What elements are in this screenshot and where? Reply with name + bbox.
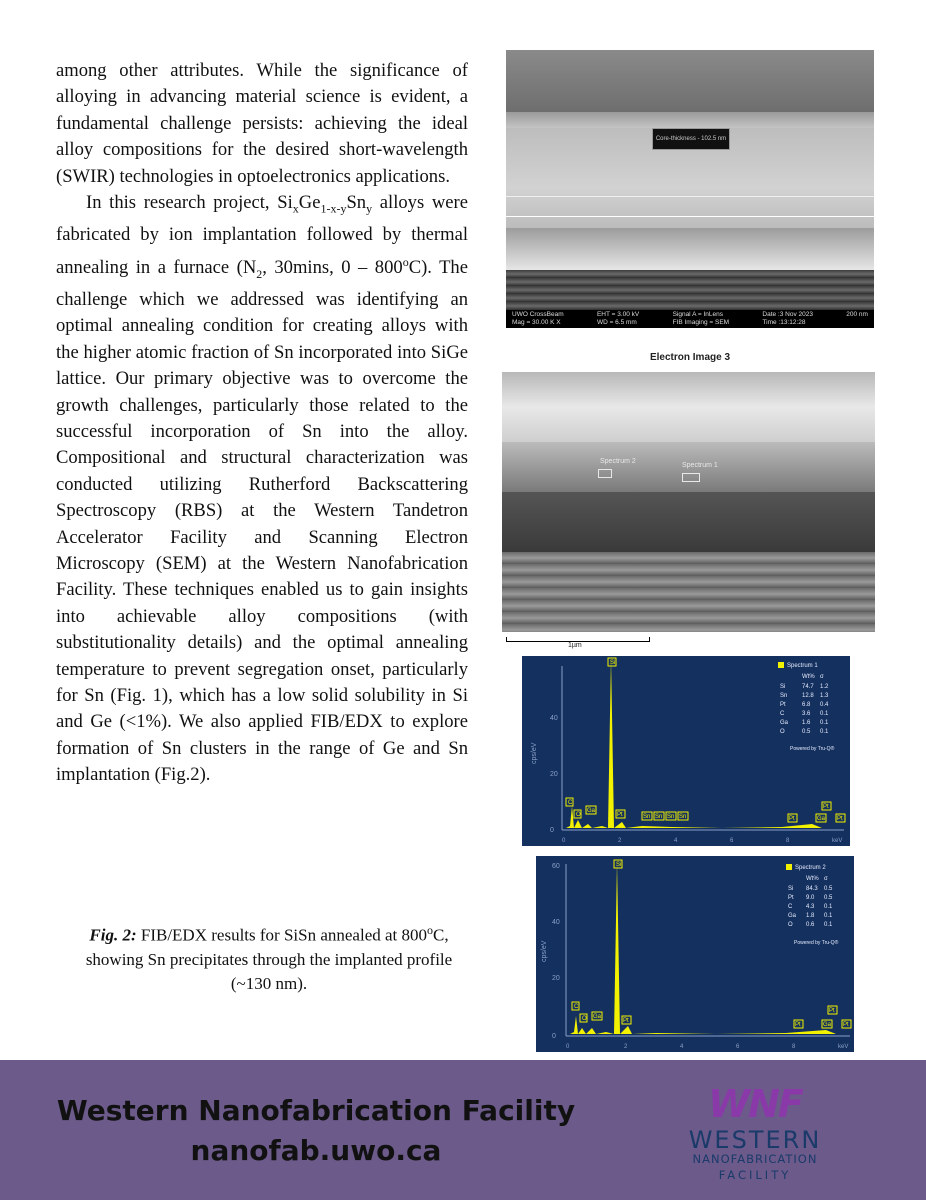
p2-text-a: In this research project, Si — [86, 192, 293, 214]
x-tick-4: 4 — [674, 838, 678, 844]
peak-pt-2: Pt — [789, 816, 795, 822]
peak-ga-2: Ga — [817, 816, 826, 822]
svg-text:Si: Si — [788, 886, 794, 892]
peak-sn-1: Sn — [643, 814, 651, 820]
peak-o: O — [576, 812, 581, 818]
logo-nanofabrication: NANOFABRICATION — [692, 1152, 818, 1166]
peak-ga-2: Ga — [823, 1022, 832, 1028]
p2-text-f: C). The challenge which we addressed was identifying an optimal annealing condition for creating alloys with the higher atomic fraction of Sn incorporated into SiGe lattice. Our primary objective was to overcome the growth challenges, particularly those related to the successful incorporation of Sn into the alloy. Compositional and structural characterization was conducted utilizing Rutherford Backscattering Spectroscopy (RBS) at the Western Tandetron Accelerator Facility and Scanning Electron Microscopy (SEM) at the Western Nanofabrication Facility. These techniques enabled us to gain insights into achievable alloy compositions (with substitutionality details) and the optimal annealing temperature to prevent segregation onset, particularly for Sn (Fig. 1), which has a low solid solubility in Si and Ge (<1%). We also applied FIB/EDX to explore formation of Sn clusters in the range of Ge and Sn implantation (Fig.2). — [56, 256, 468, 786]
thickness-label: Core-thickness - 102.5 nm — [652, 128, 730, 150]
y-tick-0: 0 — [550, 827, 554, 834]
edx1-legend — [778, 662, 835, 752]
caption-text-a: FIB/EDX results for SiSn annealed at 800 — [136, 925, 428, 945]
peak-si: Si — [610, 660, 616, 666]
logo-mark: WNF — [708, 1082, 802, 1126]
svg-text:0.4: 0.4 — [820, 702, 829, 708]
y-tick-20: 20 — [550, 771, 558, 778]
x-tick-6: 6 — [736, 1044, 740, 1050]
edx-spectrum-1-chart — [522, 656, 850, 846]
facility-name: Western Nanofabrication Facility — [56, 1094, 576, 1127]
x-tick-2: 2 — [618, 838, 622, 844]
peak-c: C — [574, 1004, 579, 1010]
facility-url[interactable]: nanofab.uwo.ca — [190, 1134, 442, 1167]
sem-info-bar — [506, 310, 874, 328]
svg-text:Ga: Ga — [788, 913, 797, 919]
edx2-legend — [786, 864, 839, 946]
electron-image-title: Electron Image 3 — [649, 352, 731, 363]
p2-sub-2: 2 — [256, 266, 263, 281]
col-wt: Wt% — [802, 674, 815, 680]
legend-title: Spectrum 2 — [795, 865, 826, 871]
spectrum-1-box — [682, 473, 700, 482]
svg-text:0.1: 0.1 — [820, 720, 829, 726]
spectrum-1-tag: Spectrum 1 — [682, 462, 718, 469]
svg-text:Ga: Ga — [780, 720, 789, 726]
edx-spectrum-1 — [522, 656, 850, 846]
sem-image-cross-section — [506, 50, 874, 328]
x-tick-0: 0 — [566, 1044, 570, 1050]
y-axis-label: cps/eV — [531, 742, 538, 764]
x-unit: keV — [838, 1044, 849, 1050]
svg-text:O: O — [788, 922, 793, 928]
body-text — [56, 58, 468, 789]
caption-label: Fig. 2: — [89, 925, 137, 945]
peak-sn-2: Sn — [655, 814, 663, 820]
logo-facility: FACILITY — [718, 1168, 792, 1182]
svg-text:1.6: 1.6 — [802, 720, 811, 726]
svg-text:84.3: 84.3 — [806, 886, 818, 892]
y-axis-label: cps/eV — [541, 940, 548, 962]
x-tick-8: 8 — [786, 838, 790, 844]
y-tick-0: 0 — [552, 1033, 556, 1040]
svg-text:0.6: 0.6 — [806, 922, 815, 928]
svg-text:0.5: 0.5 — [824, 895, 833, 901]
y-tick-40: 40 — [552, 919, 560, 926]
caption-deg: o — [427, 923, 434, 937]
peak-pt: Pt — [617, 812, 623, 818]
edx-spectrum-2-chart — [536, 856, 854, 1052]
sem-label-1: UWO CrossBeam — [512, 311, 564, 318]
svg-text:Pt: Pt — [780, 702, 786, 708]
svg-text:Si: Si — [780, 684, 786, 690]
peak-ga: Ga — [587, 808, 596, 814]
svg-text:C: C — [780, 711, 785, 717]
x-tick-6: 6 — [730, 838, 734, 844]
svg-text:C: C — [788, 904, 793, 910]
y-tick-60: 60 — [552, 863, 560, 870]
scale-bar-label: 1µm — [568, 642, 582, 649]
legend-title: Spectrum 1 — [787, 663, 818, 669]
paragraph-2 — [56, 190, 468, 789]
peak-pt-3: Pt — [823, 804, 829, 810]
col-wt: Wt% — [806, 876, 819, 882]
powered-by: Powered by Tru-Q® — [790, 746, 835, 752]
electron-image — [502, 372, 875, 632]
svg-text:4.3: 4.3 — [806, 904, 815, 910]
col-sigma: σ — [820, 674, 824, 680]
footer — [0, 1060, 926, 1200]
svg-text:0.1: 0.1 — [824, 904, 833, 910]
svg-text:Sn: Sn — [780, 693, 788, 699]
powered-by: Powered by Tru-Q® — [794, 940, 839, 946]
svg-text:1.3: 1.3 — [820, 693, 829, 699]
svg-text:0.5: 0.5 — [824, 886, 833, 892]
sem-label-5: Signal A = InLens — [672, 311, 723, 318]
paragraph-1: among other attributes. While the significance of alloying in advancing material science is evident, a fundamental challenge persists: achieving the ideal alloy compositions for the desired short-wavelength (SWIR) technologies in optoelectronics applications. — [56, 60, 468, 187]
wnf-logo — [660, 1082, 850, 1194]
p2-sub-y: y — [366, 201, 373, 216]
svg-text:0.1: 0.1 — [824, 922, 833, 928]
p2-text-e: , 30mins, 0 – 800 — [262, 256, 403, 278]
col-sigma: σ — [824, 876, 828, 882]
spectrum-2-tag: Spectrum 2 — [600, 458, 636, 465]
x-tick-2: 2 — [624, 1044, 628, 1050]
x-unit: keV — [832, 838, 843, 844]
peak-sn-3: Sn — [667, 814, 675, 820]
p2-deg: o — [402, 254, 409, 269]
svg-text:3.6: 3.6 — [802, 711, 811, 717]
sem-scale: 200 nm — [846, 311, 868, 318]
edx-spectrum-2 — [536, 856, 854, 1052]
logo-western: WESTERN — [688, 1126, 822, 1154]
p2-text-b: Ge — [298, 192, 321, 214]
svg-text:0.1: 0.1 — [820, 711, 829, 717]
peak-ga: Ga — [593, 1014, 602, 1020]
peak-o: O — [582, 1016, 587, 1022]
figure-caption — [84, 918, 454, 996]
sem-label-2: Mag = 30.00 K X — [512, 319, 561, 326]
peak-c: C — [568, 800, 573, 806]
svg-text:1.2: 1.2 — [820, 684, 829, 690]
caption-text-b: C, showing Sn precipitates through the implanted profile (~130 nm). — [85, 925, 453, 993]
x-tick-8: 8 — [792, 1044, 796, 1050]
svg-text:6.8: 6.8 — [802, 702, 811, 708]
peak-pt-3: Pt — [829, 1008, 835, 1014]
svg-text:1.8: 1.8 — [806, 913, 815, 919]
p2-sub-x: x — [292, 201, 299, 216]
sem-label-4: WD = 6.5 mm — [596, 319, 637, 326]
x-tick-4: 4 — [680, 1044, 684, 1050]
peak-pt-2: Pt — [795, 1022, 801, 1028]
peak-pt: Pt — [623, 1018, 629, 1024]
y-tick-40: 40 — [550, 715, 558, 722]
p2-text-c: Sn — [346, 192, 367, 214]
p2-text-d: alloys were fabricated by ion implantation followed by thermal annealing in a furnace (N — [56, 192, 469, 278]
svg-text:12.8: 12.8 — [802, 693, 814, 699]
svg-text:9.0: 9.0 — [806, 895, 815, 901]
svg-text:0.1: 0.1 — [824, 913, 833, 919]
peak-si: Si — [616, 862, 622, 868]
svg-text:0.5: 0.5 — [802, 729, 811, 735]
spectrum-2-box — [598, 469, 612, 478]
p2-sub-1xy: 1-x-y — [320, 201, 347, 216]
peak-pt-4: Pt — [843, 1022, 849, 1028]
peak-sn-4: Sn — [679, 814, 687, 820]
sem-label-3: EHT = 3.00 kV — [596, 311, 640, 318]
sem-label-6: FIB Imaging = SEM — [672, 319, 730, 326]
x-tick-0: 0 — [562, 838, 566, 844]
svg-text:74.7: 74.7 — [802, 684, 814, 690]
y-tick-20: 20 — [552, 975, 560, 982]
svg-text:0.1: 0.1 — [820, 729, 829, 735]
svg-text:O: O — [780, 729, 785, 735]
svg-text:Pt: Pt — [788, 895, 794, 901]
sem-label-8: Time :13:12:28 — [762, 319, 806, 326]
sem-label-7: Date :3 Nov 2023 — [762, 311, 813, 318]
peak-pt-4: Pt — [837, 816, 843, 822]
